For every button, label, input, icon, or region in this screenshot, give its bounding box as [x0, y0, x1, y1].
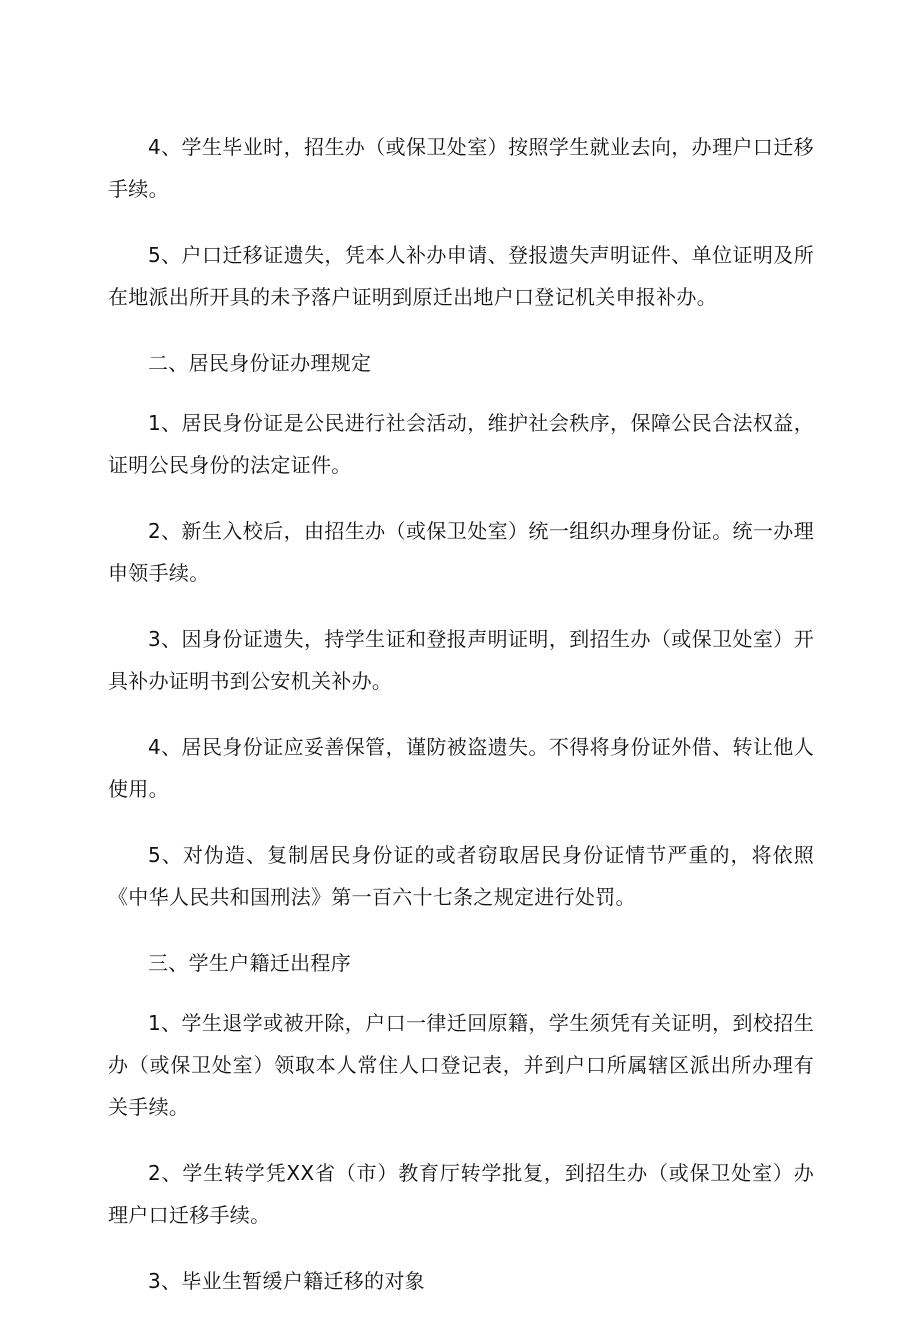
document-body: [108, 126, 814, 1326]
paragraph-graduation-transfer: 4、学生毕业时，招生办（或保卫处室）按照学生就业去向，办理户口迁移手续。: [108, 135, 814, 201]
paragraph-id-card-replacement: 3、因身份证遗失，持学生证和登报声明证明，到招生办（或保卫处室）开具补办证明书到公安机关补办。: [108, 627, 814, 693]
section-heading-household-out: 三、学生户籍迁出程序: [148, 951, 351, 975]
paragraph-withdrawal-procedure: 1、学生退学或被开除，户口一律迁回原籍，学生须凭有关证明，到校招生办（或保卫处室）领取本人常住人口登记表，并到户口所属辖区派出所办理有关手续。: [108, 1011, 814, 1119]
section-heading-id-card: 二、居民身份证办理规定: [148, 351, 372, 375]
paragraph-id-card-definition: 1、居民身份证是公民进行社会活动，维护社会秩序，保障公民合法权益，证明公民身份的法定证件。: [108, 411, 814, 477]
paragraph-lost-certificate: 5、户口迁移证遗失，凭本人补办申请、登报遗失声明证件、单位证明及所在地派出所开具的未予落户证明到原迁出地户口登记机关申报补办。: [108, 243, 814, 309]
paragraph-transfer-procedure: 2、学生转学凭XX省（市）教育厅转学批复，到招生办（或保卫处室）办理户口迁移手续。: [108, 1161, 814, 1227]
paragraph-id-card-penalty: 5、对伪造、复制居民身份证的或者窃取居民身份证情节严重的，将依照《中华人民共和国刑法》第一百六十七条之规定进行处罚。: [108, 843, 814, 909]
paragraph-new-student-id-card: 2、新生入校后，由招生办（或保卫处室）统一组织办理身份证。统一办理申领手续。: [108, 519, 814, 585]
paragraph-id-card-safekeeping: 4、居民身份证应妥善保管，谨防被盗遗失。不得将身份证外借、转让他人使用。: [108, 735, 814, 801]
paragraph-deferred-migration: 3、毕业生暂缓户籍迁移的对象: [148, 1269, 425, 1293]
